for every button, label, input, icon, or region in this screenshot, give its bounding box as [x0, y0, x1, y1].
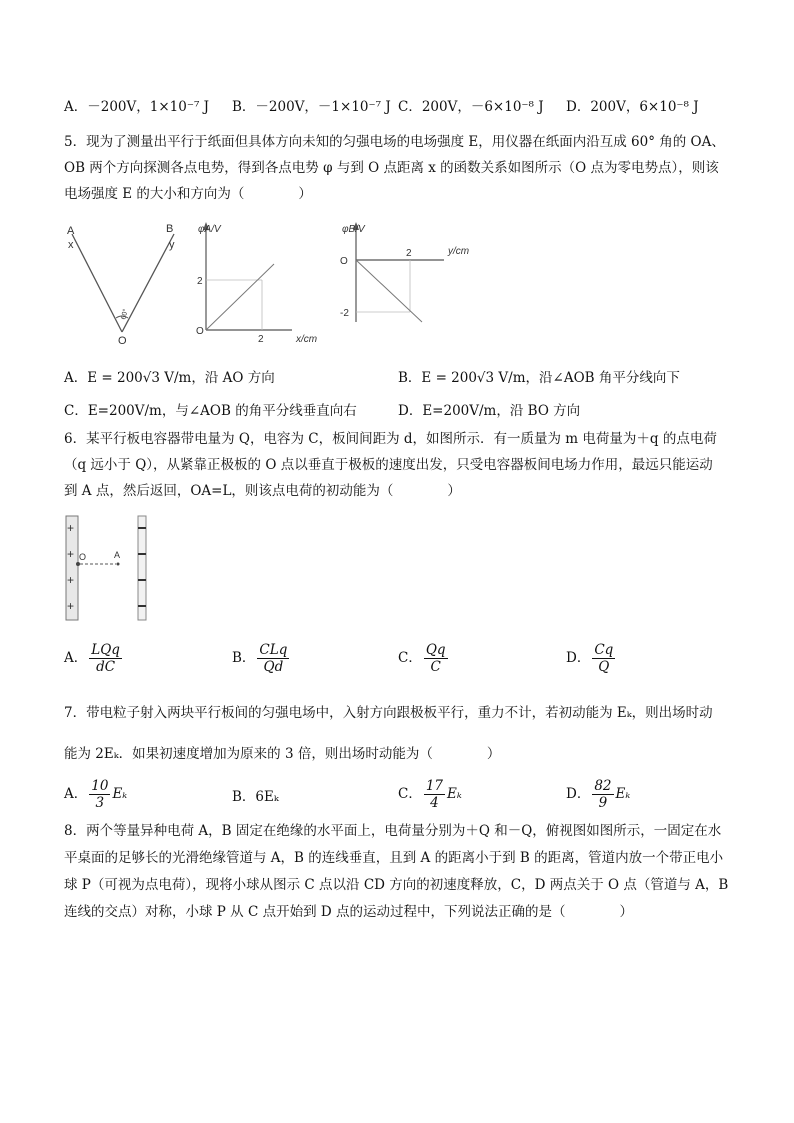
- q8-stem-line-2: 平桌面的足够长的光滑绝缘管道与 A，B 的连线垂直，且到 A 的距离小于到 B 的距离，管道内放一个带正电小: [64, 850, 724, 866]
- q8-stem-line-4: 连线的交点）对称，小球 P 从 C 点开始到 D 点的运动过程中，下列说法正确的是（ ）: [64, 904, 633, 920]
- numerator: 10: [91, 778, 109, 794]
- option-label: B．: [232, 650, 256, 666]
- y-label: φB/V: [342, 224, 365, 235]
- q4-option-a[interactable]: A．－200V，1×10⁻⁷ J: [64, 99, 210, 115]
- label-x: x: [68, 239, 74, 251]
- option-label: D．: [566, 650, 591, 666]
- denominator: Qd: [263, 659, 284, 675]
- option-label: C．: [398, 650, 422, 666]
- oa-ray: [72, 234, 122, 332]
- q5-option-c[interactable]: C．E=200V/m，与∠AOB 的角平分线垂直向右: [64, 403, 357, 419]
- q7-option-d[interactable]: [566, 778, 630, 811]
- ob-ray: [122, 234, 174, 332]
- option-tail: Eₖ: [615, 786, 631, 802]
- plus-sign-3: +: [67, 573, 75, 587]
- numerator: LQq: [91, 642, 120, 658]
- origin-o: O: [196, 326, 204, 337]
- point-a: [117, 563, 120, 566]
- phiB-line: [356, 260, 422, 322]
- denominator: 3: [95, 795, 105, 811]
- q5-stem-line-1: 5．现为了测量出平行于纸面但具体方向未知的匀强电场的电场强度 E，用仪器在纸面内沿互成 60° 角的 OA、: [64, 134, 725, 150]
- label-a: A: [114, 550, 121, 560]
- x-label: x/cm: [296, 334, 318, 345]
- q5-option-b[interactable]: B．E = 200√3 V/m，沿∠AOB 角平分线向下: [398, 370, 680, 386]
- q7-stem-line-2: 能为 2Eₖ．如果初速度增加为原来的 3 倍，则出场时动能为（ ）: [64, 746, 501, 762]
- tick-x-2: 2: [258, 334, 264, 345]
- option-tail: Eₖ: [112, 786, 128, 802]
- q6-capacitor-figure: [62, 514, 162, 624]
- denominator: dC: [96, 659, 116, 675]
- option-label: D．: [566, 786, 591, 802]
- q7-stem-line-1: 7．带电粒子射入两块平行板间的匀强电场中，入射方向跟极板平行，重力不计，若初动能为 Eₖ，则出场时动: [64, 705, 713, 721]
- q7-option-a[interactable]: [64, 778, 127, 811]
- point-o: [76, 562, 80, 566]
- q5-stem-line-2: OB 两个方向探测各点电势，得到各点电势 φ 与到 O 点距离 x 的函数关系如图所示（O 点为零电势点），则该: [64, 160, 719, 176]
- q5-stem-line-3: 电场强度 E 的大小和方向为（ ）: [64, 186, 312, 202]
- option-label: A．: [64, 650, 88, 666]
- q5-phiB-graph: [334, 214, 484, 332]
- numerator: CLq: [259, 642, 288, 658]
- q6-option-b[interactable]: [232, 642, 291, 675]
- tick-y-neg2: -2: [340, 308, 349, 319]
- fraction: [592, 778, 613, 811]
- q4-option-b[interactable]: B．－200V，－1×10⁻⁷ J: [232, 99, 391, 115]
- q6-option-a[interactable]: [64, 642, 124, 675]
- tick-y-2: 2: [197, 276, 203, 287]
- option-label: A．: [64, 786, 88, 802]
- fraction: [89, 778, 110, 811]
- fraction: [89, 642, 122, 675]
- numerator: 17: [425, 778, 444, 794]
- label-a: A: [67, 225, 75, 237]
- q6-stem-line-3: 到 A 点，然后返回，OA=L，则该点电荷的初动能为（ ）: [64, 483, 461, 499]
- phiA-line: [206, 264, 274, 330]
- label-b: B: [166, 223, 174, 235]
- y-label: φA/V: [198, 224, 221, 235]
- q7-option-c[interactable]: [398, 778, 462, 811]
- option-tail: Eₖ: [447, 786, 462, 802]
- option-label: C．: [398, 786, 422, 802]
- q6-stem-line-2: （q 远小于 Q），从紧靠正极板的 O 点以垂直于极板的速度出发，只受电容器板间电场力作用，最远只能运动: [64, 457, 713, 473]
- plus-sign-4: +: [67, 599, 75, 613]
- label-o: O: [79, 552, 87, 562]
- q8-stem-line-3: 球 P（可视为点电荷），现将小球从图示 C 点以沿 CD 方向的初速度释放，C，D 两点关于 O 点（管道与 A，B: [64, 877, 729, 893]
- denominator: Q: [598, 659, 610, 675]
- denominator: C: [430, 659, 441, 675]
- q8-stem-line-1: 8．两个等量异种电荷 A，B 固定在绝缘的水平面上，电荷量分别为＋Q 和－Q，俯视图如图所示，一固定在水: [64, 823, 722, 839]
- denominator: 4: [430, 795, 439, 811]
- q4-option-d[interactable]: D．200V，6×10⁻⁸ J: [566, 99, 699, 115]
- plus-sign-1: +: [67, 521, 75, 535]
- q4-option-c[interactable]: C．200V，－6×10⁻⁸ J: [398, 99, 544, 115]
- label-angle: 60°: [120, 308, 130, 321]
- label-y: y: [169, 239, 175, 251]
- q5-angle-figure: [62, 220, 192, 350]
- q6-option-d[interactable]: [566, 642, 617, 675]
- numerator: Qq: [425, 642, 446, 658]
- fraction: [592, 642, 615, 675]
- numerator: Cq: [594, 642, 614, 658]
- label-o: O: [118, 335, 127, 347]
- denominator: 9: [598, 795, 608, 811]
- fraction: [257, 642, 289, 675]
- origin-o: O: [340, 256, 348, 267]
- numerator: 82: [594, 778, 612, 794]
- negative-plate: [138, 516, 146, 620]
- tick-x-2: 2: [406, 248, 412, 259]
- q5-option-a[interactable]: A．E = 200√3 V/m，沿 AO 方向: [64, 370, 275, 386]
- fraction: [424, 778, 445, 811]
- q5-phiA-graph: [192, 212, 332, 350]
- q6-option-c[interactable]: [398, 642, 450, 675]
- plus-sign-2: +: [67, 547, 75, 561]
- fraction: [424, 642, 448, 675]
- q5-option-d[interactable]: D．E=200V/m，沿 BO 方向: [398, 403, 581, 419]
- q7-option-b[interactable]: B．6Eₖ: [232, 789, 279, 805]
- q6-stem-line-1: 6．某平行板电容器带电量为 Q，电容为 C，板间间距为 d，如图所示．有一质量为 m 电荷量为＋q 的点电荷: [64, 431, 717, 447]
- x-label: y/cm: [448, 246, 470, 257]
